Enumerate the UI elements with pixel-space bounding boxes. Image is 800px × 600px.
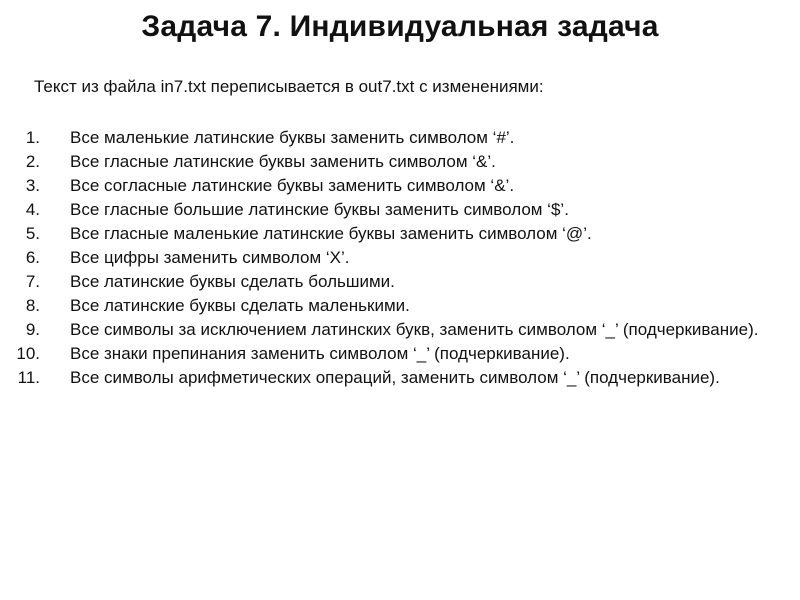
slide-title: Задача 7. Индивидуальная задача: [141, 10, 659, 43]
list-item-number: 8.: [25, 296, 40, 315]
list-item-text: Все маленькие латинские буквы заменить символом ‘#’.: [70, 128, 515, 147]
list-item-text: Все знаки препинания заменить символом ‘_’ (подчеркивание).: [70, 344, 570, 363]
list-item-text: Все латинские буквы сделать маленькими.: [70, 296, 410, 315]
list-item-text: Все символы арифметических операций, заменить символом ‘_’ (подчеркивание).: [70, 368, 720, 387]
list-item-text: Все символы за исключением латинских букв, заменить символом ‘_’ (подчеркивание).: [70, 320, 759, 339]
list-item-number: 10.: [16, 344, 40, 363]
list-item-number: 5.: [25, 224, 40, 243]
list-item-number: 4.: [25, 200, 40, 219]
list-item-number: 9.: [25, 320, 40, 339]
list-item-number: 11.: [17, 368, 40, 387]
list-item-text: Все гласные латинские буквы заменить символом ‘&’.: [70, 152, 496, 171]
list-item: [0, 318, 770, 342]
list-item: [0, 174, 770, 198]
list-item-number: 7.: [25, 272, 40, 291]
list-item-number: 2.: [25, 152, 40, 171]
list-item-text: Все латинские буквы сделать большими.: [70, 272, 395, 291]
task-list: [0, 126, 800, 390]
intro-text: Текст из файла in7.txt переписывается в out7.txt с изменениями:: [34, 77, 544, 96]
list-item-number: 1.: [25, 128, 40, 147]
list-item: [0, 294, 770, 318]
list-item-text: Все цифры заменить символом ‘X’.: [70, 248, 350, 267]
list-item-text: Все согласные латинские буквы заменить символом ‘&’.: [70, 176, 515, 195]
list-item: [0, 270, 770, 294]
list-item-number: 3.: [25, 176, 40, 195]
list-item: [0, 198, 770, 222]
list-item: [0, 246, 770, 270]
list-item-text: Все гласные большие латинские буквы заменить символом ‘$’.: [70, 200, 569, 219]
list-item: [0, 342, 770, 366]
list-item: [0, 150, 770, 174]
list-item-number: 6.: [25, 248, 40, 267]
list-item-text: Все гласные маленькие латинские буквы заменить символом ‘@’.: [70, 224, 592, 243]
list-item: [0, 126, 770, 150]
list-item: [0, 366, 770, 390]
list-item: [0, 222, 770, 246]
